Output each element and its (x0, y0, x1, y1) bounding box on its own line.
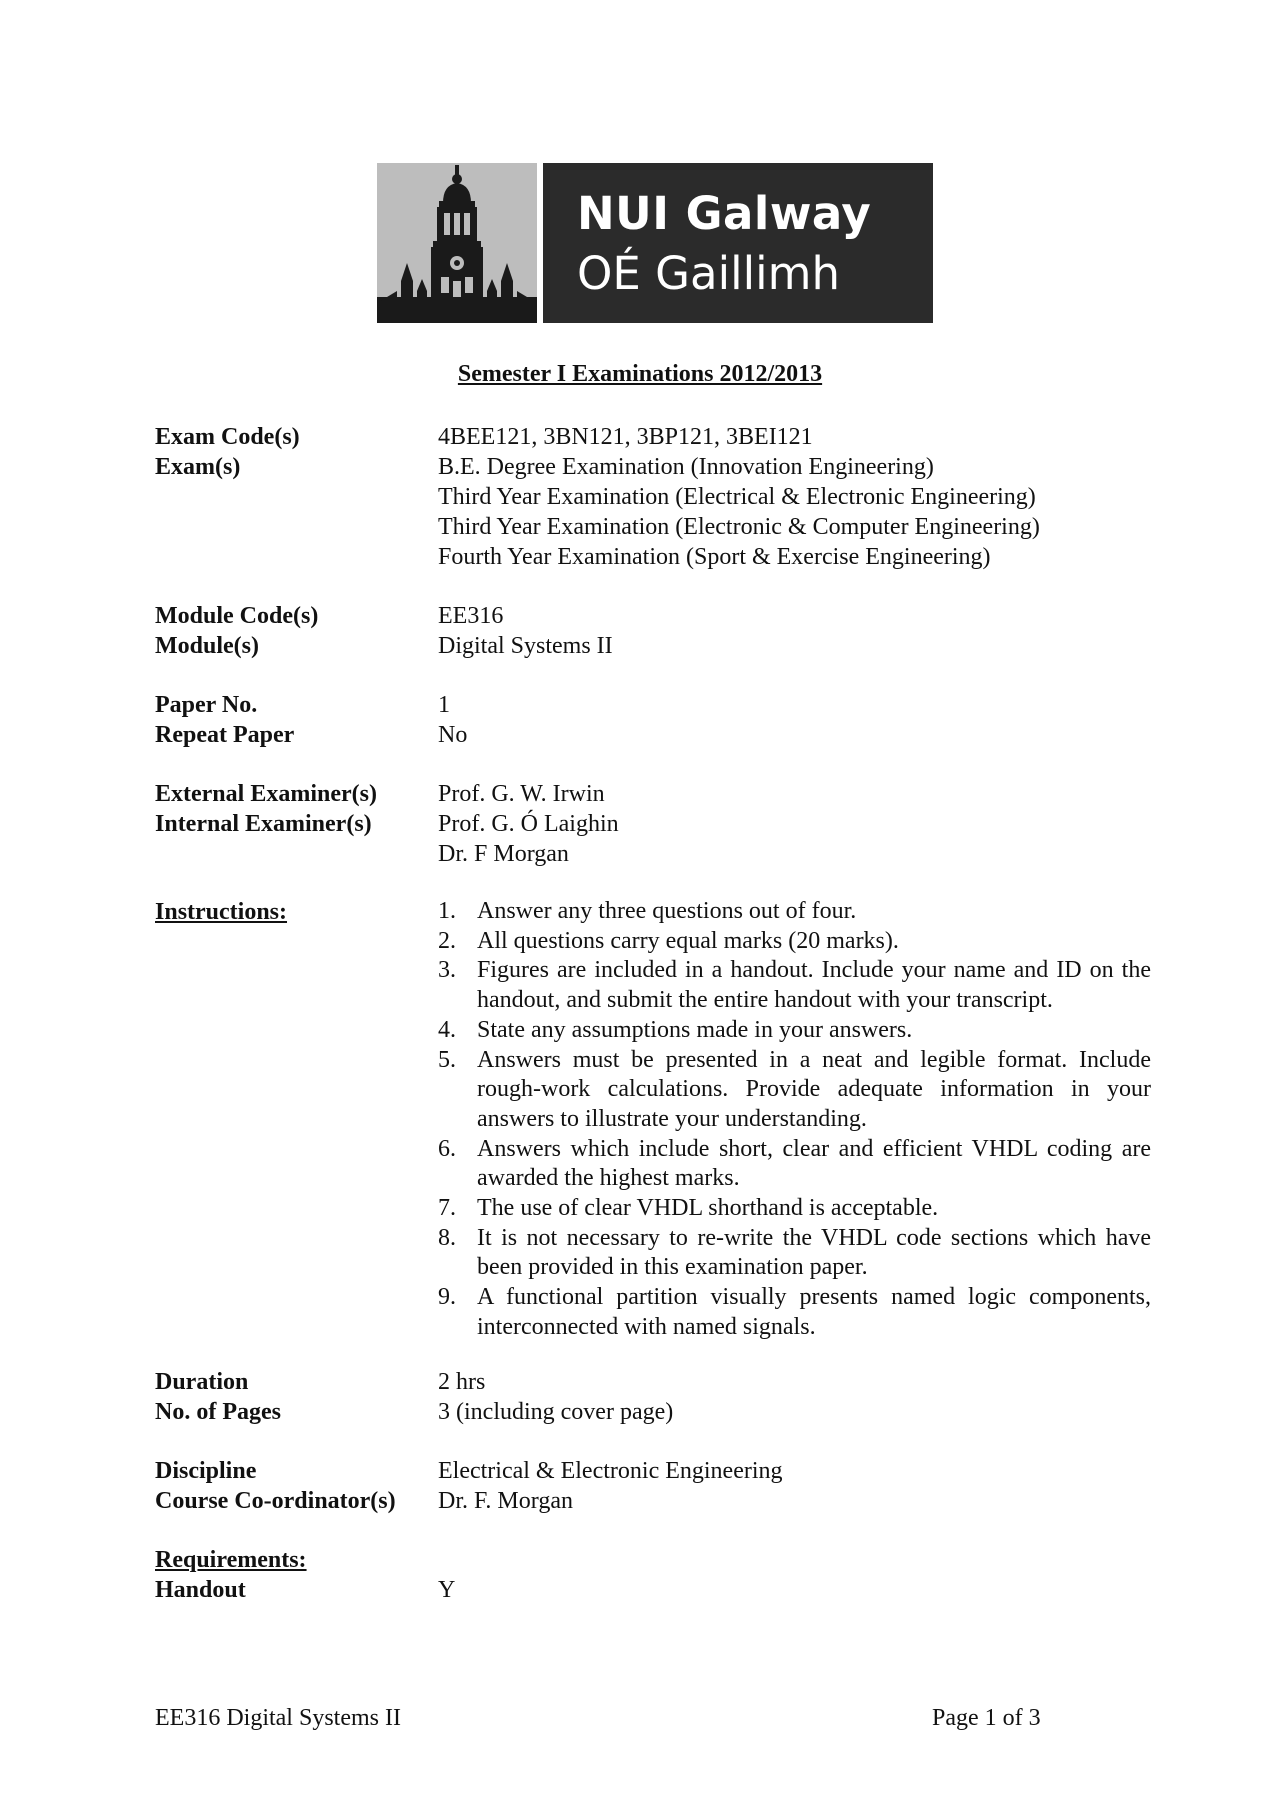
examiner-name: Prof. G. Ó Laighin (438, 811, 619, 837)
external-examiner-value: Prof. G. W. Irwin (438, 781, 605, 807)
no-of-pages-label: No. of Pages (155, 1399, 281, 1425)
logo-irish-name: OÉ Gaillimh (577, 247, 840, 300)
paper-no-label: Paper No. (155, 692, 258, 718)
discipline-value: Electrical & Electronic Engineering (438, 1458, 783, 1484)
duration-value: 2 hrs (438, 1369, 486, 1395)
external-examiner-label: External Examiner(s) (155, 781, 377, 807)
exam-name: Fourth Year Examination (Sport & Exercise Engineering) (438, 544, 991, 570)
duration-label: Duration (155, 1369, 249, 1395)
module-label: Module(s) (155, 633, 259, 659)
course-coordinator-value: Dr. F. Morgan (438, 1488, 573, 1514)
module-code-value: EE316 (438, 603, 504, 629)
logo-english-name: NUI Galway (577, 187, 872, 240)
quadrangle-tower-icon (377, 163, 537, 323)
module-value: Digital Systems II (438, 633, 613, 659)
module-code-label: Module Code(s) (155, 603, 319, 629)
logo-wordmark (543, 163, 933, 323)
exam-code-value: 4BEE121, 3BN121, 3BP121, 3BEI121 (438, 424, 813, 450)
instruction-item: 3. Figures are included in a handout. Include your name and ID on the handout, and submit the entire handout with your transcript. (438, 957, 1151, 1014)
exam-name: Third Year Examination (Electrical & Electronic Engineering) (438, 484, 1036, 510)
instruction-item: 8. It is not necessary to re-write the VHDL code sections which have been provided in this examination paper. (438, 1224, 1151, 1281)
exam-name: B.E. Degree Examination (Innovation Engineering) (438, 454, 934, 480)
instruction-item: 6. Answers which include short, clear and efficient VHDL coding are awarded the highest marks. (438, 1135, 1151, 1192)
exam-session-title: Semester I Examinations 2012/2013 (457, 361, 823, 387)
discipline-label: Discipline (155, 1458, 257, 1484)
examiner-name: Dr. F Morgan (438, 841, 569, 867)
repeat-paper-label: Repeat Paper (155, 722, 295, 748)
exams-values (438, 452, 1040, 572)
instruction-item: 7. The use of clear VHDL shorthand is acceptable. (438, 1195, 939, 1222)
no-of-pages-value: 3 (including cover page) (438, 1399, 674, 1425)
instruction-item: 5. Answers must be presented in a neat and legible format. Include rough-work calculations. Provide adequate information in your answers to illustrate your understanding. (438, 1046, 1151, 1132)
exam-code-label: Exam Code(s) (155, 424, 300, 450)
repeat-paper-value: No (438, 722, 468, 748)
instructions-list (438, 897, 1151, 1343)
exams-label: Exam(s) (155, 454, 241, 480)
exam-name: Third Year Examination (Electronic & Computer Engineering) (438, 514, 1040, 540)
requirements-label: Requirements: (155, 1547, 307, 1573)
instruction-item: 1. Answer any three questions out of four. (438, 898, 857, 924)
university-logo (377, 163, 933, 323)
instruction-item: 4. State any assumptions made in your answers. (438, 1016, 913, 1043)
footer-module-name: EE316 Digital Systems II (155, 1705, 401, 1731)
instructions-label: Instructions: (155, 899, 288, 925)
instruction-item: 2. All questions carry equal marks (20 marks). (438, 927, 899, 954)
footer-page-number: Page 1 of 3 (932, 1705, 1041, 1731)
course-coordinator-label: Course Co-ordinator(s) (155, 1488, 396, 1514)
internal-examiner-label: Internal Examiner(s) (155, 811, 372, 837)
instruction-item: 9. A functional partition visually presents named logic components, interconnected with named signals. (438, 1284, 1151, 1340)
handout-label: Handout (155, 1577, 246, 1603)
handout-value: Y (438, 1577, 456, 1603)
internal-examiner-values (438, 809, 619, 869)
paper-no-value: 1 (438, 692, 450, 718)
